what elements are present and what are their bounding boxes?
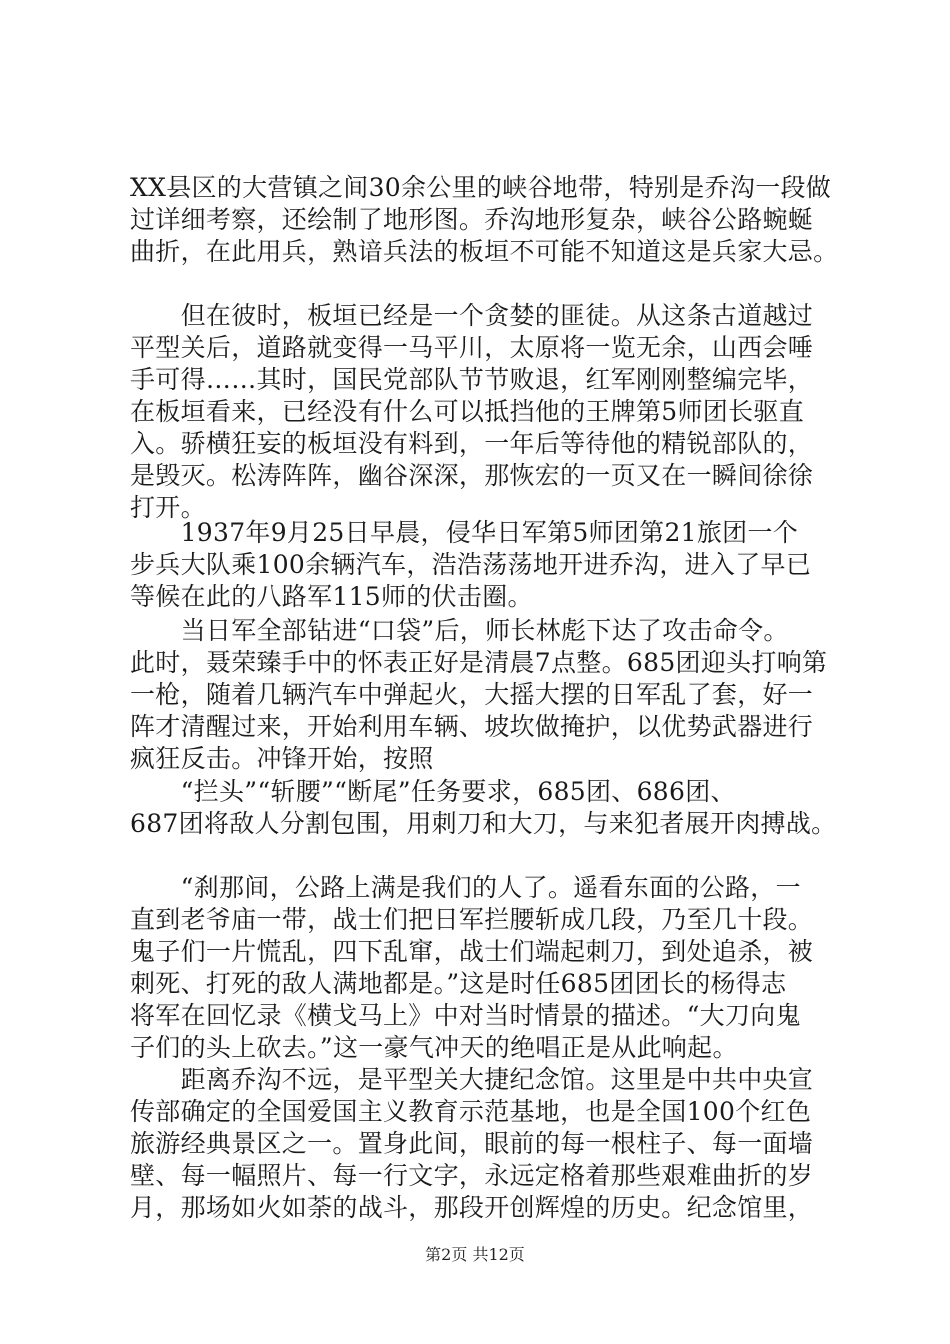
text-line: 当日军全部钻进“口袋”后，师长林彪下达了攻击命令。 [130,616,789,645]
text-line: “拦头”“斩腰”“断尾”任务要求，685团、686团、 [130,777,736,806]
text-line: 旅游经典景区之一。置身此间，眼前的每一根柱子、每一面墙 [130,1129,814,1158]
text-line: 是毁灭。松涛阵阵，幽谷深深，那恢宏的一页又在一瞬间徐徐 [130,461,814,490]
text-line: 过详细考察，还绘制了地形图。乔沟地形复杂，峡谷公路蜿蜒 [130,205,814,234]
text-line: 将军在回忆录《横戈马上》中对当时情景的描述。“大刀向鬼 [130,1001,801,1030]
text-line: 687团将敌人分割包围，用刺刀和大刀，与来犯者展开肉搏战。 [130,809,837,838]
text-line: 月，那场如火如荼的战斗，那段开创辉煌的历史。纪念馆里， [130,1193,814,1222]
text-line: 刺死、打死的敌人满地都是。”这是时任685团团长的杨得志 [130,969,787,998]
text-line: “刹那间，公路上满是我们的人了。遥看东面的公路，一 [130,873,801,902]
text-line: 子们的头上砍去。”这一豪气冲天的绝唱正是从此响起。 [130,1033,738,1062]
text-line: 传部确定的全国爱国主义教育示范基地，也是全国100个红色 [130,1097,812,1126]
text-line: 壁、每一幅照片、每一行文字，永远定格着那些艰难曲折的岁 [130,1161,814,1190]
text-line: 打开。 [130,493,206,522]
text-line: XX县区的大营镇之间30余公里的峡谷地带，特别是乔沟一段做 [130,173,832,202]
text-line: 曲折，在此用兵，熟谙兵法的板垣不可能不知道这是兵家大忌。 [130,237,839,266]
text-line: 在板垣看来，已经没有什么可以抵挡他的王牌第5师团长驱直 [130,397,805,426]
text-line: 但在彼时，板垣已经是一个贪婪的匪徒。从这条古道越过 [130,301,814,330]
text-line: 一枪，随着几辆汽车中弹起火，大摇大摆的日军乱了套，好一 [130,680,814,709]
text-line: 步兵大队乘100余辆汽车，浩浩荡荡地开进乔沟，进入了早已 [130,550,812,579]
text-line: 1937年9月25日早晨，侵华日军第5师团第21旅团一个 [130,518,799,547]
text-line: 等候在此的八路军115师的伏击圈。 [130,582,533,611]
text-line: 阵才清醒过来，开始利用车辆、坡坎做掩护，以优势武器进行 [130,712,814,741]
text-line: 直到老爷庙一带，战士们把日军拦腰斩成几段，乃至几十段。 [130,905,814,934]
page-number-footer: 第2页 共12页 [425,1245,525,1264]
text-line: 此时，聂荣臻手中的怀表正好是清晨7点整。685团迎头打响第 [130,648,828,677]
text-line: 疯狂反击。冲锋开始，按照 [130,744,434,773]
text-line: 平型关后，道路就变得一马平川，太原将一览无余，山西会唾 [130,333,814,362]
text-line: 鬼子们一片慌乱，四下乱窜，战士们端起刺刀，到处追杀，被 [130,937,814,966]
text-line: 距离乔沟不远，是平型关大捷纪念馆。这里是中共中央宣 [130,1065,814,1094]
text-line: 手可得……其时，国民党部队节节败退，红军刚刚整编完毕， [130,365,814,394]
text-line: 入。骄横狂妄的板垣没有料到，一年后等待他的精锐部队的， [130,429,814,458]
